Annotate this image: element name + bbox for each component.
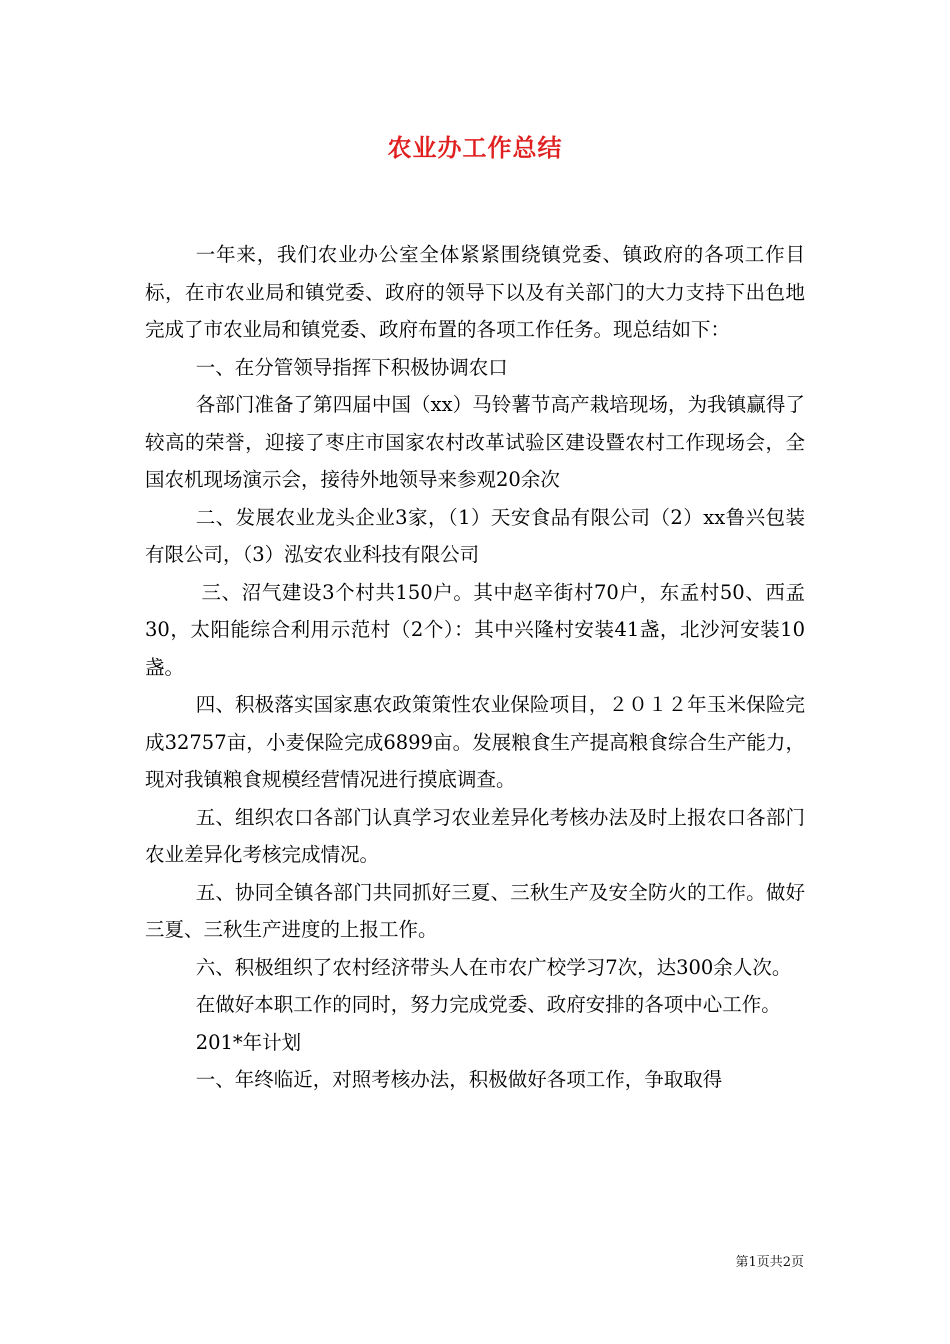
- paragraph-section-6: 六、积极组织了农村经济带头人在市农广校学习7次，达300余人次。: [195, 955, 792, 979]
- paragraph-plan-heading: 201*年计划: [195, 1030, 302, 1054]
- paragraph-section-5a: 五、组织农口各部门认真学习农业差异化考核办法及时上报农口各部门农业差异化考核完成情况。: [145, 805, 805, 866]
- document-body: [145, 236, 805, 1099]
- paragraph-intro: 一年来，我们农业办公室全体紧紧围绕镇党委、镇政府的各项工作目标，在市农业局和镇党委、政府的领导下以及有关部门的大力支持下出色地完成了市农业局和镇党委、政府布置的各项工作任务。现总结如下：: [145, 243, 805, 341]
- paragraph-closing: 在做好本职工作的同时，努力完成党委、政府安排的各项中心工作。: [195, 993, 781, 1016]
- paragraph-plan-item-1: 一、年终临近，对照考核办法，积极做好各项工作，争取取得: [195, 1068, 723, 1091]
- paragraph-section-2: 二、发展农业龙头企业3家，（1）天安食品有限公司（2）xx鲁兴包装有限公司，（3）泓安农业科技有限公司: [145, 505, 805, 566]
- page-number: 第1页共2页: [735, 1255, 804, 1270]
- paragraph-section-1-body: 各部门准备了第四届中国（xx）马铃薯节高产栽培现场，为我镇赢得了较高的荣誉，迎接了枣庄市国家农村改革试验区建设暨农村工作现场会，全国农机现场演示会，接待外地领导来参观20余次: [145, 393, 805, 491]
- paragraph-section-1-heading: 一、在分管领导指挥下积极协调农口: [195, 355, 508, 379]
- paragraph-section-5b: 五、协同全镇各部门共同抓好三夏、三秋生产及安全防火的工作。做好三夏、三秋生产进度的上报工作。: [145, 880, 805, 941]
- paragraph-section-4: 四、积极落实国家惠农政策策性农业保险项目，２０１２年玉米保险完成32757亩，小麦保险完成6899亩。发展粮食生产提高粮食综合生产能力，现对我镇粮食规模经营情况进行摸底调查。: [145, 693, 805, 791]
- document-title: 农业办工作总结: [387, 134, 563, 162]
- paragraph-section-3: 三、沼气建设3个村共150户。其中赵辛街村70户，东孟村50、西孟30，太阳能综合利用示范村（2个）：其中兴隆村安装41盏，北沙河安装10盏。: [145, 580, 805, 679]
